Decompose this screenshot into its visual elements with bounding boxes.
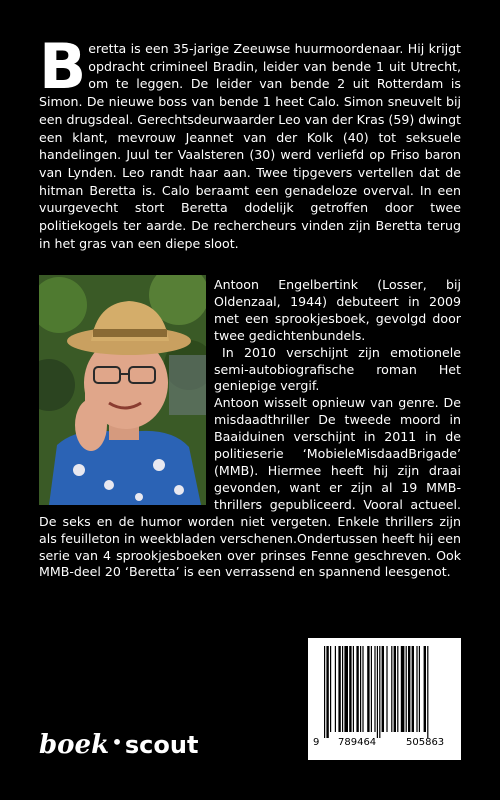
photo-spacer [39, 277, 214, 509]
barcode-bar [386, 646, 387, 732]
barcode-bar [335, 646, 336, 732]
barcode-bar [424, 646, 426, 732]
barcode-bar [362, 646, 363, 732]
barcode-bar [427, 646, 428, 738]
barcode-bar [379, 646, 380, 738]
logo-scout: scout [124, 731, 199, 759]
back-cover-blurb [39, 30, 461, 252]
author-biography [39, 277, 461, 581]
publisher-logo [39, 727, 198, 760]
bio-paragraph: In 2010 verschijnt zijn emotionele semi-autobiografische roman Het geniepige vergif. [214, 344, 461, 394]
barcode-bar [324, 646, 325, 738]
isbn-barcode [308, 638, 461, 760]
barcode-bar [397, 646, 398, 732]
barcode-bar [367, 646, 369, 732]
bio-paragraph: Antoon wisselt opnieuw van genre. De misdaadthriller De tweede moord in Baaiduinen verschijnt in 2011 in de politieserie ‘MobieleMisdaadBrigade’ (MMB). Hiermee heeft hij zijn draai gevonden, want er zijn al 19 MMB-thrillers gepubliceerd. Vooral actueel. De seks en de humor worden niet vergeten. Enkele thrillers zijn als feuilleton in weekbladen verschenen.Ondertussen heeft hij een serie van 4 sprookjesboeken over prinses Fenne geschreven. Ook MMB-deel 20 ‘Beretta’ is een verrassend en spannend leesgenot. [39, 395, 461, 580]
barcode-bar [342, 646, 343, 732]
barcode-bar [356, 646, 358, 732]
barcode-bar [406, 646, 407, 732]
barcode-bar [412, 646, 414, 732]
logo-dot: • [111, 730, 123, 754]
barcode-digits-left: 789464 [338, 737, 377, 748]
barcode-bar [408, 646, 410, 732]
barcode-digits-right: 505863 [406, 737, 445, 748]
barcode-bar [344, 646, 348, 732]
barcode-digit-first: 9 [313, 737, 320, 748]
barcode-bar [377, 646, 378, 738]
barcode-bar [326, 646, 328, 738]
blurb-text: eretta is een 35-jarige Zeeuwse huurmoordenaar. Hij krijgt opdracht crimineel Bradin, leider van bende 1 uit Utrecht, om te leggen. De leider van bende 2 uit Rotterdam is Simon. De nieuwe boss van bende 1 heet Calo. Simon sneuvelt bij een drugsdeal. Gerechtsdeurwaarder Leo van der Kras (59) dwingt een klant, mevrouw Jeannet van der Kolk (40) tot seksuele handelingen. Juul ter Vaalsteren (30) werd verliefd op Friso baron van Lynden. Leo randt haar aan. Twee tipgevers vertellen dat de hitman Beretta is. Calo beraamt een genadeloze overval. In een vuurgevecht stort Beretta dodelijk getroffen door twee politiekogels ter aarde. De rechercheurs vinden zijn Beretta terug in het gras van een diepe sloot. [39, 41, 461, 251]
barcode-bars [308, 638, 461, 738]
drop-cap-letter: B [39, 30, 87, 103]
barcode-bar [382, 646, 384, 732]
barcode-bar [338, 646, 340, 732]
barcode-bar [401, 646, 405, 732]
barcode-bar [394, 646, 396, 732]
barcode-bar [349, 646, 351, 732]
barcode-bar [419, 646, 420, 732]
barcode-bar [416, 646, 417, 732]
barcode-bar [353, 646, 354, 732]
barcode-bar [374, 646, 375, 732]
bio-paragraph: Antoon Engelbertink (Losser, bij Oldenzaal, 1944) debuteert in 2009 met een sprookjesboek, gevolgd door twee gedichtenbundels. [214, 277, 461, 343]
logo-boek: boek [39, 730, 110, 760]
barcode-bar [360, 646, 361, 732]
barcode-bar [330, 646, 331, 732]
barcode-bar [371, 646, 372, 732]
barcode-bar [391, 646, 392, 732]
